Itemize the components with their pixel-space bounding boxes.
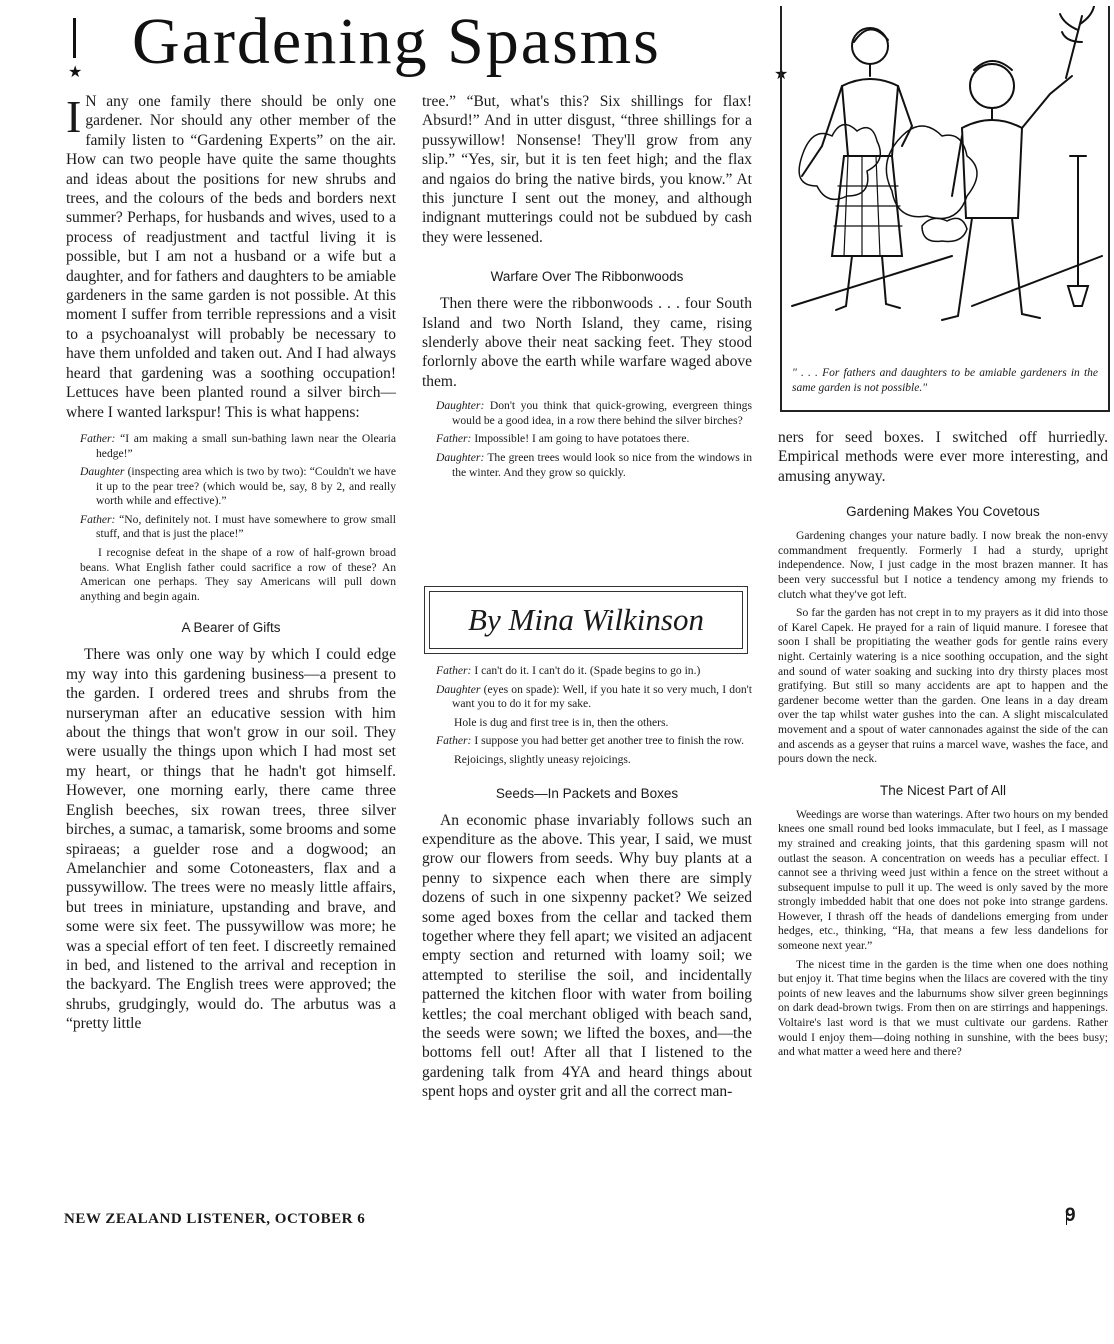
dialogue-line [436,451,752,480]
dialogue-line [80,513,396,542]
dialogue-line [80,465,396,509]
dialogue-narration: Hole is dug and first tree is in, then the others. [454,715,669,729]
column-2 [422,92,752,480]
column-3 [778,428,1108,1060]
body-paragraph: The nicest time in the garden is the time when one does nothing but enjoy it. That time begins when the lilacs are covered with the tiny points of new leaves and the laburnums show silver green beginnings on dark dead-brown twigs. From then on are stirrings and happenings. Voltaire's last word is that we must cultivate our gardens. Rather would I enjoy them—doing nothing in sunshine, with the bees busy; and what matter a weed here and there? [778,957,1108,1059]
article-title: Gardening Spasms [132,5,661,78]
dialogue-line [436,399,752,428]
body-paragraph: An economic phase invariably follows such an expenditure as the above. This year, I said, we must grow our flowers from seeds. Why buy plants at a penny to sixpence each when there are simply dozens of such in one sixpenny packet? We seized some aged boxes from the cellar and tacked them together where they fell apart; we visited an adjacent empty section and returned with loamy soil; we attempted to sterilise the soil, and incidentally patterned the kitchen floor with water from boiling kettles; the coal merchant obliged with beach sand, the seeds were sown; we lifted the boxes, and—the bottoms fell out! After all that I listened to the gardening talk from 4YA and heard things about spent hops and oyster grit and all the correct man- [422,811,752,1101]
dialogue-text: “I am making a small sun-bathing lawn near the Olearia hedge!” [96,431,396,460]
body-paragraph: Weedings are worse than waterings. After two hours on my bended knees one small round bed looks immaculate, but I feel, as I massage my strained and creaking joints, that this gardening spasm will not outlast the season. A concentration on weeds has a peculiar effect. I cannot see a thriving weed just within a fence on the street without a subsequent impulse to pull it up. The weed is only saved by the more strongly imbedded habit that one does not poke into strange gardens. However, I thrash off the heads of dandelions emerging from under hedges, etc., thinking, “Ha, that means a few less dandelions for someone next year.” [778,807,1108,953]
dialogue-text: Don't you think that quick-growing, evergreen things would be a good idea, in a row there behind the silver birches? [452,399,752,427]
star-ornament-left: ★ [68,62,83,81]
dialogue-line [436,734,752,749]
section-heading: Seeds—In Packets and Boxes [495,785,679,801]
speaker: Daughter [436,682,481,696]
dialogue-block-1 [80,432,396,605]
column-2-lower [422,664,752,1102]
intro-paragraph [66,92,396,422]
illustration-caption: " . . . For fathers and daughters to be amiable gardeners in the same garden is not possible." [792,367,1098,394]
dialogue-text: Impossible! I am going to have potatoes there. [471,432,690,446]
dialogue-line [80,432,396,461]
speaker: Father: [80,431,116,445]
byline-box [424,586,748,654]
dialogue-block-2 [436,399,752,480]
dialogue-line [436,432,752,447]
section-heading: A Bearer of Gifts [181,620,281,636]
dialogue-text: “No, definitely not. I must have somewhere to grow small stuff, and that is just the place!” [96,512,396,541]
intro-text: N any one family there should be only one gardener. Nor should any other member of the family listen to “Gardening Experts” on the air. How can two people have quite the same thoughts and ideas about the positions for new shrubs and trees, and the colours of the beds and borders next summer? Perhaps, for husbands and wives, used to a process of readjustment and tactful living it is possible, but I am not a husband or a wife but a daughter, and for fathers and daughters to be amiable gardeners in the same garden is not possible. At this moment I suffer from terrible repressions and a visit to a psychoanalyst will probably be necessary to have them unfolded and taken out. And I had always heard that gardening was a soothing occupation! Lettuces have been planted round a silver birch—where I wanted larkspur! This is what happens: [66,93,396,421]
body-paragraph: There was only one way by which I could edge my way into this gardening business—a present to the garden. I ordered trees and shrubs from the nurseryman after an educative session with him about the things that won't grow in our soil. They were usually the things upon which I had most set my heart, or things that he hadn't got himself. However, one morning early, there came three English beeches, six rowan trees, three silver birches, a sumac, a tamarisk, some brooms and some spiraeas; a guelder rose and a dogwood; an Amelanchier and some Cotoneasters, flax and a pussywillow. The trees were no measly little affairs, but trees in miniature, upstanding and brave, and some were six feet. The pussywillow was more; he was a special effort of ten feet. I discreetly remained in bed, and listened to the arrival and reception in the backyard. The English trees were approved; the shrubs, grudgingly, would do. The arbutus was a “pretty little [66,646,396,1033]
column-1 [66,92,396,1034]
speaker: Father: [436,432,472,446]
section-heading: Warfare Over The Ribbonwoods [490,269,684,285]
cartoon-drawing [782,6,1108,336]
dialogue-text: I suppose you had better get another tree to finish the row. [471,734,745,748]
body-paragraph: Then there were the ribbonwoods . . . four South Island and two North Island, they came, rising slenderly above their neat sacking feet. They stood forlornly above the earth while warfare waged above them. [422,295,752,390]
dialogue-narration: Rejoicings, slightly uneasy rejoicings. [454,752,631,766]
speaker: Daughter [80,465,125,479]
publication-footer: NEW ZEALAND LISTENER, OCTOBER 6 [64,1211,366,1227]
byline-inner-frame [429,591,743,649]
body-paragraph: ners for seed boxes. I switched off hurriedly. Empirical methods were ever more interesting, and amusing anyway. [778,429,1108,485]
dialogue-block-3 [436,664,752,768]
dialogue-text: I can't do it. I can't do it. (Spade begins to go in.) [471,664,701,677]
section-heading: The Nicest Part of All [879,782,1007,798]
dialogue-text: (inspecting area which is two by two): “Couldn't we have it up to the pear tree? (which would be, say, 8 by 2, and really worth while and effective).” [96,465,396,508]
body-paragraph: So far the garden has not crept in to my prayers as it did into those of Karel Capek. He prayed for a rain of liquid manure. I foresee that soon I shall be propitiating the weather gods for gentle rains every night. Certainly watering is a nice soothing occupation, and the sight and sound of water soaking and sucking into dry thirsty places most gratifying. But still so many accidents are apt to happen and the gardener become wetter than the garden. One leans in a day dream over the tap whilst water gushes into the can. A slight miscalculated movement and a spout of water cannonades against the side of the can and ascends as a geyser that ruins a marcel wave, washes the face, and pours down the neck. [778,606,1108,766]
dialogue-narration: I recognise defeat in the shape of a row of half-grown broad beans. What English father could sacrifice a row of these? An American one perhaps. They say Americans will pull down anything and begin again. [80,546,396,603]
dialogue-line [436,683,752,712]
speaker: Father: [436,734,472,748]
drop-cap: I [66,91,82,142]
speaker: Daughter: [436,451,485,465]
speaker: Daughter: [436,399,485,413]
star-ornament-right: ★ [774,64,789,83]
dialogue-text: (eyes on spade): Well, if you hate it so very much, I don't want you to do it for my sake. [452,682,752,711]
speaker: Father: [80,512,116,526]
dialogue-text: The green trees would look so nice from the windows in the winter. And they grow so quickly. [452,451,752,479]
body-paragraph: Gardening changes your nature badly. I now break the non-envy commandment frequently. Formerly I had a sturdy, upright independence. Now, I just cadge in the most brazen manner. It has been very successful but I notice a tendency among my friends to clutch what they've got left. [778,529,1108,601]
speaker: Father: [436,664,472,677]
body-paragraph: tree.” “But, what's this? Six shillings for flax! Absurd!” And in utter disgust, “three shillings for a pussywillow! Nonsense! They'll grow from any slip.” “Yes, sir, but it is ten feet high; and the flax and ngaios do bring the native birds, you know.” At this juncture I sent out the money, and although indignant mutterings could not be subdued by cash they were lessened. [422,93,752,246]
title-rule [73,18,76,58]
section-heading: Gardening Makes You Covetous [846,504,1040,520]
dialogue-line [436,664,752,679]
page-number: 9 [1065,1205,1076,1226]
byline: By Mina Wilkinson [468,602,704,637]
cartoon-illustration [780,6,1110,412]
